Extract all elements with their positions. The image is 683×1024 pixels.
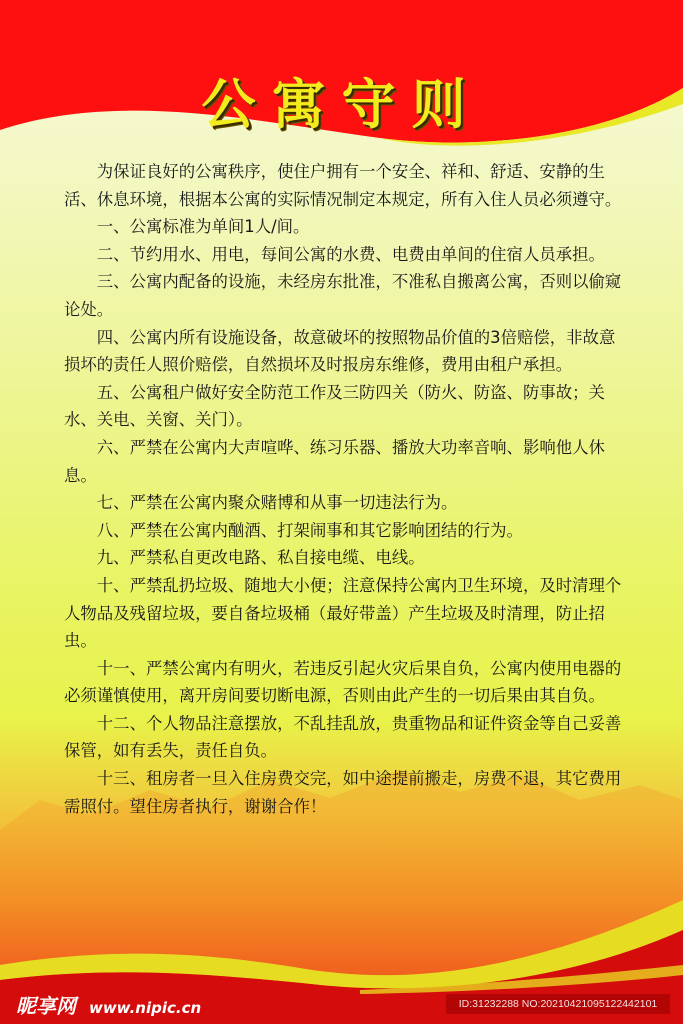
rule-6: 六、严禁在公寓内大声喧哗、练习乐器、播放大功率音响、影响他人休息。 <box>64 437 605 485</box>
rule-8: 八、严禁在公寓内酗酒、打架闹事和其它影响团结的行为。 <box>96 520 523 540</box>
rule-4: 四、公寓内所有设施设备，故意破坏的按照物品价值的3倍赔偿，非故意损坏的责任人照价赔偿，自然损坏及时报房东维修，费用由租户承担。 <box>64 327 616 375</box>
rules-content <box>64 158 624 820</box>
rule-1: 一、公寓标准为单间1人/间。 <box>96 217 310 237</box>
rule-10: 十、严禁乱扔垃圾、随地大小便；注意保持公寓内卫生环境，及时清理个人物品及残留垃圾，要自备垃圾桶（最好带盖）产生垃圾及时清理，防止招虫。 <box>64 575 622 651</box>
rule-3: 三、公寓内配备的设施，未经房东批准，不准私自搬离公寓，否则以偷窥论处。 <box>64 272 622 319</box>
intro-paragraph: 为保证良好的公寓秩序，使住户拥有一个安全、祥和、舒适、安静的生活、休息环境，根据本公寓的实际情况制定本规定，所有入住人员必须遵守。 <box>64 162 622 209</box>
rule-5: 五、公寓租户做好安全防范工作及三防四关（防火、防盗、防事故；关水、关电、关窗、关门）。 <box>64 382 605 430</box>
rule-13: 十三、租房者一旦入住房费交完，如中途提前搬走，房费不退，其它费用需照付。望住房者执行，谢谢合作！ <box>64 769 622 816</box>
rule-11: 十一、严禁公寓内有明火，若违反引起火灾后果自负，公寓内使用电器的必须谨慎使用，离开房间要切断电源，否则由此产生的一切后果由其自负。 <box>64 658 622 706</box>
watermark-id: ID:31232288 NO:20210421095122442101 <box>446 994 670 1014</box>
watermark-logo-text: 昵享网 <box>16 994 76 1018</box>
watermark-logo <box>16 990 201 1019</box>
rule-12: 十二、个人物品注意摆放，不乱挂乱放，贵重物品和证件资金等自己妥善保管，如有丢失，责任自负。 <box>64 713 622 761</box>
rule-2: 二、节约用水、用电，每间公寓的水费、电费由单间的住宿人员承担。 <box>96 244 605 264</box>
poster-title: 公寓守则 <box>201 73 482 136</box>
watermark-url: www.nipic.cn <box>88 999 202 1017</box>
rule-7: 七、严禁在公寓内聚众赌博和从事一切违法行为。 <box>96 493 458 513</box>
rule-9: 九、严禁私自更改电路、私自接电缆、电线。 <box>96 548 425 568</box>
